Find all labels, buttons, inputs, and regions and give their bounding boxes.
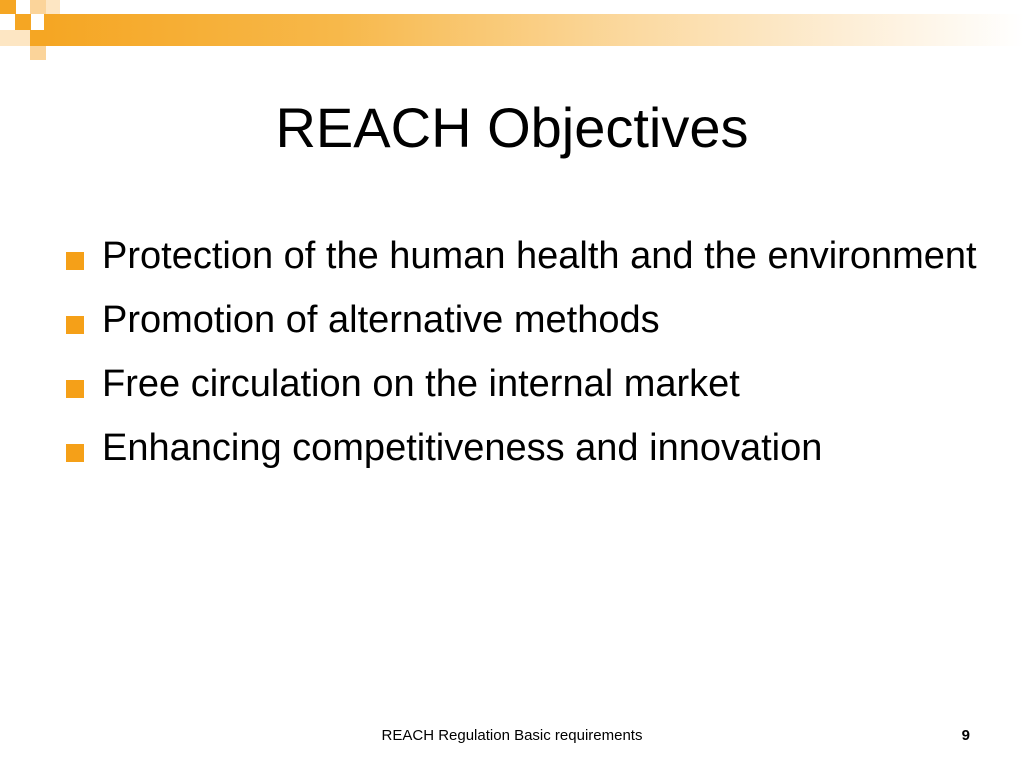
decorative-square <box>30 46 46 60</box>
header-band <box>44 14 1024 46</box>
bullet-text: Free circulation on the internal market <box>102 363 740 405</box>
bullet-item <box>64 420 994 476</box>
bullet-text: Promotion of alternative methods <box>102 299 660 341</box>
bullet-text: Enhancing competitiveness and innovation <box>102 427 823 469</box>
decorative-square <box>46 0 60 14</box>
page-number: 9 <box>961 727 970 744</box>
bullet-list <box>64 228 994 484</box>
square-bullet-icon <box>66 444 84 462</box>
slide-footer: REACH Regulation Basic requirements <box>381 727 643 744</box>
bullet-text: Protection of the human health and the environment <box>102 235 977 277</box>
decorative-square <box>0 0 16 14</box>
decorative-square <box>0 30 15 46</box>
square-bullet-icon <box>66 252 84 270</box>
bullet-item <box>64 292 994 348</box>
slide-title: REACH Objectives <box>275 96 749 159</box>
bullet-item <box>64 356 994 412</box>
decorative-square <box>15 14 31 30</box>
decorative-square <box>15 30 30 46</box>
decorative-square <box>30 0 46 14</box>
square-bullet-icon <box>66 316 84 334</box>
bullet-item <box>64 228 994 284</box>
square-bullet-icon <box>66 380 84 398</box>
